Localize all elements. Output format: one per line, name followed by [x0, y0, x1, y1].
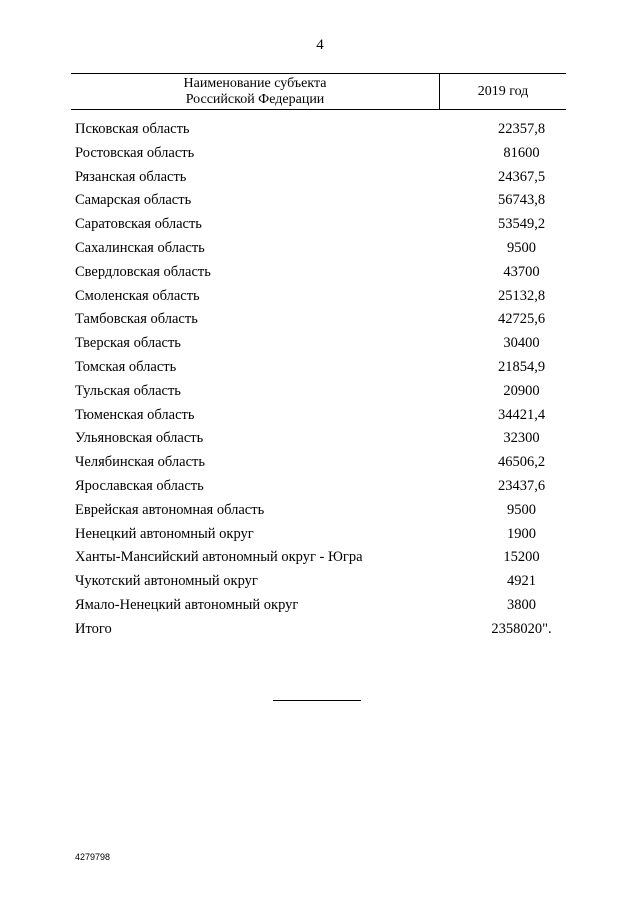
- row-value: 24367,5: [497, 168, 546, 185]
- table-row: [75, 594, 565, 618]
- table-header: [71, 73, 566, 110]
- table-row: [75, 261, 565, 285]
- row-subject-name: Чукотский автономный округ: [75, 573, 258, 590]
- table-row: [75, 213, 565, 237]
- row-subject-name: Ямало-Ненецкий автономный округ: [75, 596, 299, 613]
- row-value: 42725,6: [497, 311, 546, 328]
- table-row: [75, 427, 565, 451]
- row-value: 22357,8: [497, 121, 546, 137]
- table-row: [75, 142, 565, 166]
- header-year: 2019 год: [477, 83, 529, 99]
- row-subject-name: Итого: [75, 620, 112, 637]
- table-row: [75, 499, 565, 523]
- end-rule: [273, 700, 361, 701]
- row-subject-name: Ненецкий автономный округ: [75, 525, 254, 542]
- table-row: [75, 118, 565, 142]
- row-subject-name: Самарская область: [75, 192, 192, 209]
- table-row: [75, 523, 565, 547]
- table-row: [75, 332, 565, 356]
- row-value: 43700: [503, 263, 540, 280]
- header-subject-line2: Российской Федерации: [185, 91, 325, 107]
- row-subject-name: Сахалинская область: [75, 239, 205, 256]
- row-value: 9500: [507, 239, 536, 256]
- row-subject-name: Рязанская область: [75, 168, 187, 185]
- row-value: 21854,9: [497, 358, 546, 375]
- table-row: [75, 570, 565, 594]
- row-value: 4921: [507, 573, 536, 590]
- table-row: [75, 189, 565, 213]
- table-row: [75, 546, 565, 570]
- table-row: [75, 475, 565, 499]
- row-subject-name: Тюменская область: [75, 406, 195, 423]
- table-body: [75, 118, 565, 642]
- row-value: 32300: [503, 430, 540, 447]
- row-value: 3800: [507, 596, 536, 613]
- header-subject-name: [71, 74, 440, 109]
- row-value: 25132,8: [497, 287, 546, 304]
- row-subject-name: Ростовская область: [75, 144, 195, 161]
- table-row: [75, 356, 565, 380]
- table-row: [75, 237, 565, 261]
- row-subject-name: Тамбовская область: [75, 311, 198, 328]
- table-row: [75, 451, 565, 475]
- row-subject-name: Псковская область: [75, 121, 190, 137]
- row-subject-name: Челябинская область: [75, 454, 205, 471]
- row-value: 53549,2: [497, 216, 546, 233]
- row-value: 34421,4: [497, 406, 546, 423]
- document-code: 4279798: [75, 852, 111, 862]
- table-row: [75, 380, 565, 404]
- row-value: 23437,6: [497, 477, 546, 494]
- row-subject-name: Тверская область: [75, 335, 181, 352]
- row-subject-name: Смоленская область: [75, 287, 200, 304]
- table-row: [75, 166, 565, 190]
- row-subject-name: Ярославская область: [75, 477, 204, 494]
- row-value: 56743,8: [497, 192, 546, 209]
- row-value: 20900: [503, 382, 540, 399]
- row-value: 1900: [507, 525, 536, 542]
- page-number: 4: [316, 37, 324, 53]
- row-value: 9500: [507, 501, 536, 518]
- row-subject-name: Ханты-Мансийский автономный округ - Югра: [75, 549, 363, 566]
- row-subject-name: Свердловская область: [75, 263, 211, 280]
- row-value: 46506,2: [497, 454, 546, 471]
- row-value: 15200: [503, 549, 540, 566]
- row-subject-name: Саратовская область: [75, 216, 202, 233]
- table-row: [75, 618, 565, 642]
- row-subject-name: Томская область: [75, 358, 177, 375]
- row-value: 30400: [503, 335, 540, 352]
- row-value: 2358020".: [491, 620, 552, 637]
- row-subject-name: Тульская область: [75, 382, 181, 399]
- header-subject-line1: Наименование субъекта: [183, 75, 327, 91]
- table-row: [75, 404, 565, 428]
- table-row: [75, 308, 565, 332]
- row-value: 81600: [503, 144, 540, 161]
- table-row: [75, 285, 565, 309]
- row-subject-name: Еврейская автономная область: [75, 501, 265, 518]
- row-subject-name: Ульяновская область: [75, 430, 204, 447]
